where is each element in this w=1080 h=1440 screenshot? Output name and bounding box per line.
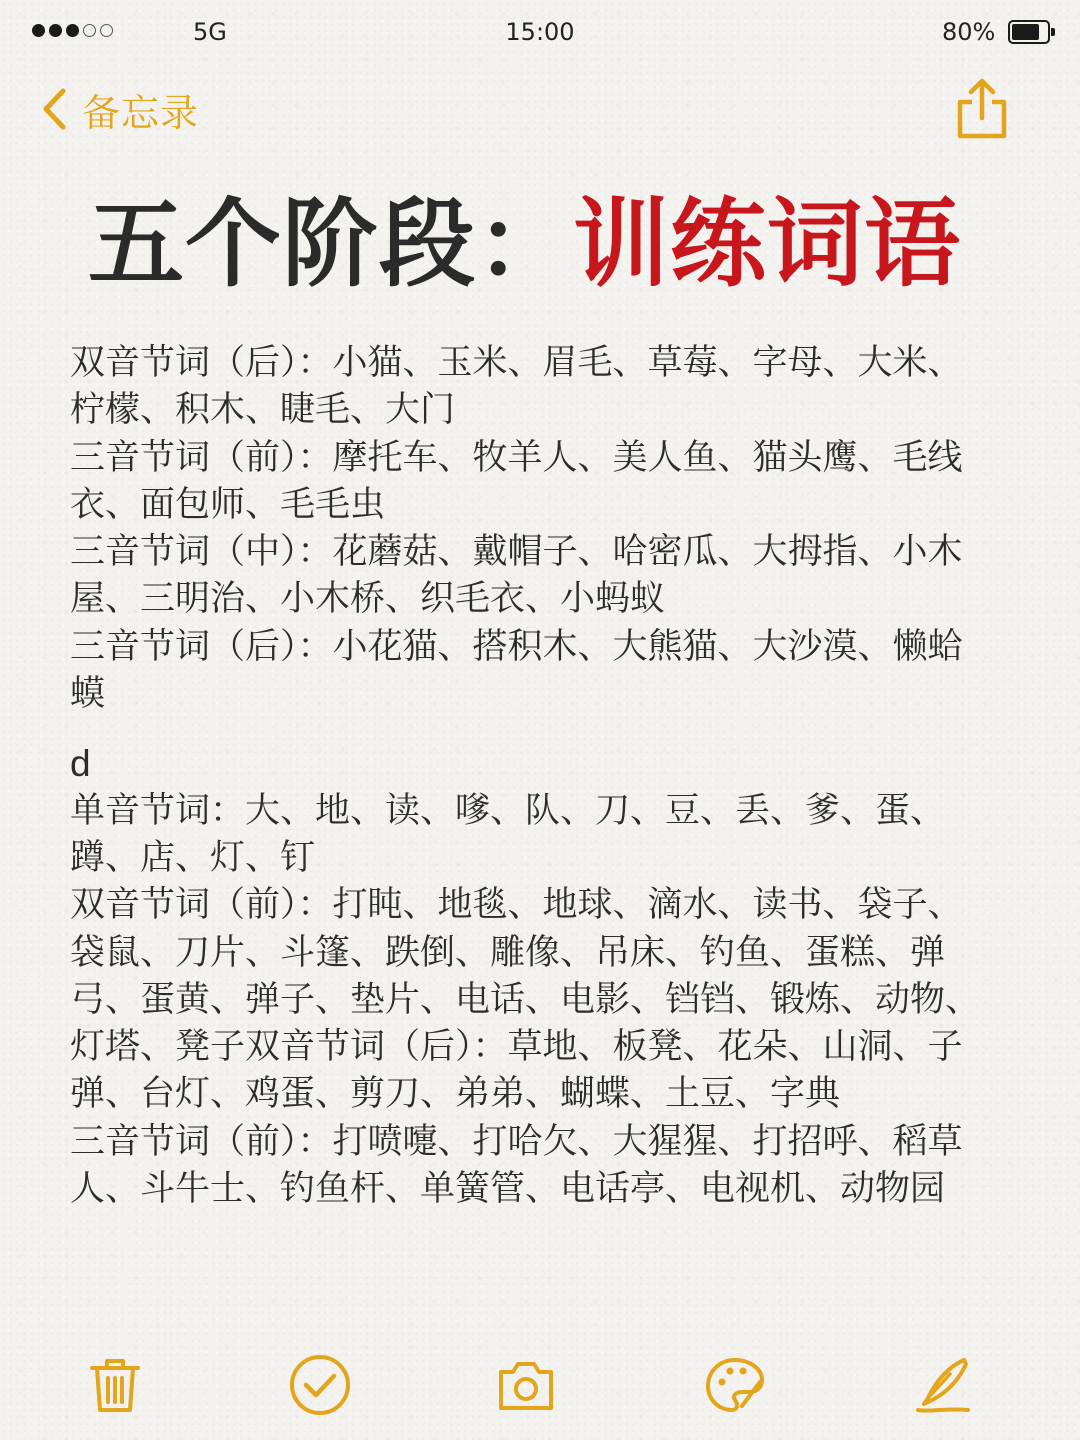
status-bar xyxy=(0,0,1080,70)
compose-button[interactable] xyxy=(910,1352,976,1418)
checklist-button[interactable] xyxy=(287,1352,353,1418)
delete-button[interactable] xyxy=(82,1352,148,1418)
note-paragraph: 三音节词（前）：打喷嚏、打哈欠、大猩猩、打招呼、稻草人、斗牛士、钓鱼杆、单簧管、电话亭、电视机、动物园 xyxy=(70,1121,963,1210)
note-title-main: 五个阶段： xyxy=(88,188,573,300)
note-paragraph: 三音节词（中）：花蘑菇、戴帽子、哈密瓜、大拇指、小木屋、三明治、小木桥、织毛衣、小蚂蚁 xyxy=(70,532,963,620)
battery-percentage: 80% xyxy=(942,18,996,46)
compose-icon xyxy=(910,1352,976,1418)
note-title-accent: 训练词语 xyxy=(573,188,961,300)
battery-icon xyxy=(1008,20,1050,44)
checklist-icon xyxy=(287,1352,353,1418)
back-label: 备忘录 xyxy=(82,90,200,135)
note-title xyxy=(88,186,1048,302)
markup-button[interactable] xyxy=(702,1352,768,1418)
paragraph-spacer xyxy=(70,718,988,740)
back-button[interactable] xyxy=(40,82,199,136)
bottom-toolbar xyxy=(0,1352,1080,1424)
battery-tip xyxy=(1051,28,1055,36)
status-time: 15:00 xyxy=(505,18,575,46)
share-icon xyxy=(950,76,1014,142)
note-body[interactable] xyxy=(70,340,988,1213)
camera-icon xyxy=(493,1352,559,1418)
trash-icon xyxy=(82,1352,148,1418)
palette-icon xyxy=(702,1352,768,1418)
note-paragraph: 三音节词（后）：小花猫、搭积木、大熊猫、大沙漠、懒蛤蟆 xyxy=(70,626,963,715)
battery-level xyxy=(1012,24,1039,40)
note-paragraph: 三音节词（前）：摩托车、牧羊人、美人鱼、猫头鹰、毛线衣、面包师、毛毛虫 xyxy=(70,437,963,525)
note-paragraph: 双音节词（前）：打盹、地毯、地球、滴水、读书、袋子、袋鼠、刀片、斗篷、跌倒、雕像、吊床、钓鱼、蛋糕、弹弓、蛋黄、弹子、垫片、电话、电影、铛铛、锻炼、动物、灯塔、凳子双音节词（后）：草地、板凳、花朵、山洞、子弹、台灯、鸡蛋、剪刀、弟弟、蝴蝶、土豆、字典 xyxy=(70,885,981,1115)
camera-button[interactable] xyxy=(493,1352,559,1418)
chevron-left-icon xyxy=(40,87,68,131)
note-section-letter: d xyxy=(70,743,91,785)
note-paragraph: 单音节词：大、地、读、嗲、队、刀、豆、丢、爹、蛋、蹲、店、灯、钉 xyxy=(70,790,946,878)
note-paragraph: 双音节词（后）：小猫、玉米、眉毛、草莓、字母、大米、柠檬、积木、睫毛、大门 xyxy=(70,343,963,431)
share-button[interactable] xyxy=(950,76,1014,142)
network-type: 5G xyxy=(193,18,227,46)
